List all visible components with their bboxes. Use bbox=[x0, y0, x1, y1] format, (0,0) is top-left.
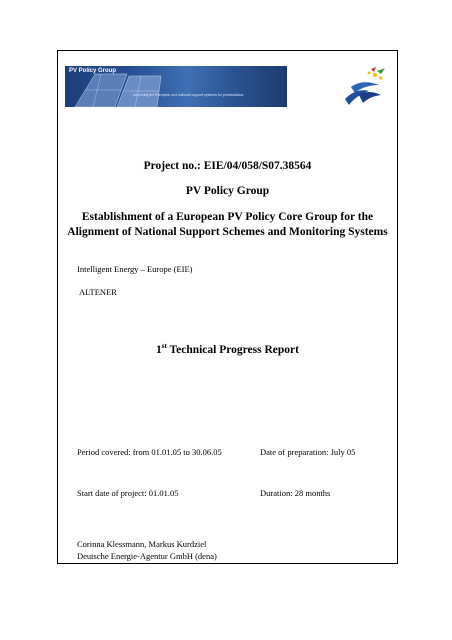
report-number: 1 bbox=[156, 343, 162, 356]
page-border bbox=[57, 50, 398, 564]
duration: Duration: 28 months bbox=[260, 488, 331, 498]
programme: Intelligent Energy – Europe (EIE) bbox=[77, 264, 193, 274]
report-title-text: Technical Progress Report bbox=[166, 343, 299, 356]
authors: Corinna Klessmann, Markus Kurdziel bbox=[77, 539, 207, 549]
sub-programme: ALTENER bbox=[79, 287, 117, 297]
report-number-suffix: st bbox=[161, 342, 167, 350]
period-covered: Period covered: from 01.01.05 to 30.06.05 bbox=[77, 447, 222, 457]
date-of-preparation: Date of preparation: July 05 bbox=[260, 447, 356, 457]
group-name: PV Policy Group bbox=[185, 185, 270, 197]
subtitle-line-1: Establishment of a European PV Policy Core Group for the bbox=[81, 211, 374, 223]
organisation: Deutsche Energie-Agentur GmbH (dena) bbox=[77, 551, 217, 561]
banner-tagline: Improving the European and national support systems for photovoltaics bbox=[133, 93, 244, 97]
report-subtitle bbox=[58, 210, 397, 240]
pv-policy-group-banner bbox=[65, 66, 287, 107]
subtitle-line-2: Alignment of National Support Schemes and Monitoring Systems bbox=[67, 226, 388, 238]
banner-title: PV Policy Group bbox=[69, 68, 117, 74]
intelligent-energy-logo bbox=[341, 65, 387, 109]
project-number: Project no.: EIE/04/058/S07.38564 bbox=[143, 160, 312, 172]
report-title bbox=[58, 342, 397, 356]
start-date: Start date of project: 01.01.05 bbox=[77, 488, 179, 498]
